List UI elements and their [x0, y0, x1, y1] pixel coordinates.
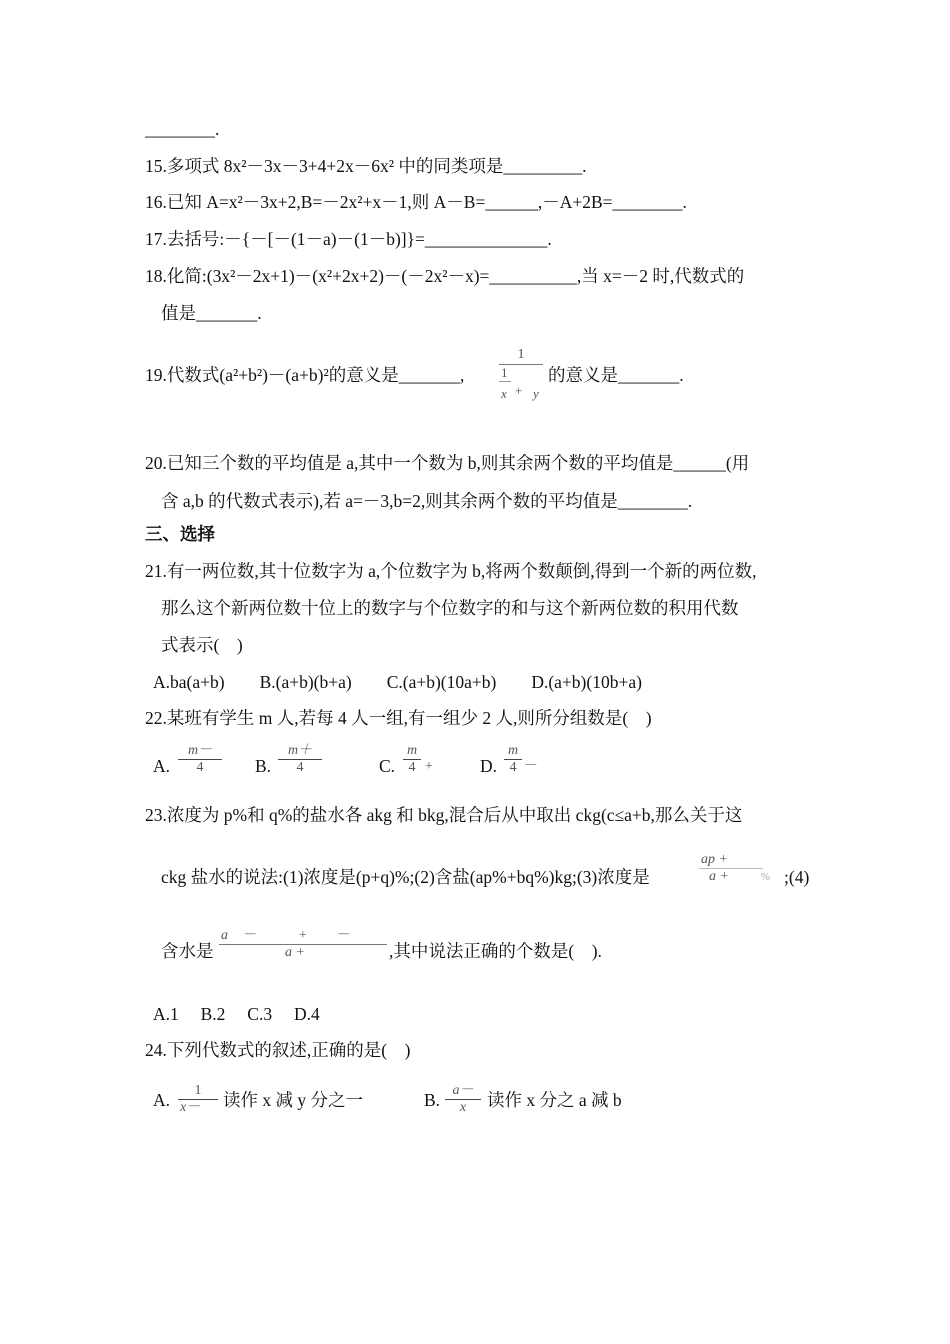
q23-line2-after: ;(4) — [784, 867, 810, 887]
question-21-line2: 那么这个新两位数十位上的数字与个位数字的和与这个新两位数的积用代数 — [161, 598, 739, 618]
q22-option-b-label: B. — [255, 756, 272, 776]
q22-d-num: m — [507, 743, 519, 758]
q19-inner-den-x: x — [501, 386, 507, 401]
question-23-line3 — [161, 928, 821, 976]
question-15: 15.多项式 8x²－3x－3+4+2x－6x² 中的同类项是_________. — [145, 156, 587, 176]
q23-line2-before: ckg 盐水的说法:(1)浓度是(p+q)%;(2)含盐(ap%+bq%)kg;(3)浓度是 — [161, 867, 650, 887]
q22-c-num: m — [406, 743, 418, 758]
q23-line3-before: 含水是 — [161, 941, 214, 961]
q24-option-a-label: A. — [153, 1090, 171, 1110]
q22-option-b-frac — [278, 743, 322, 776]
question-20-line2: 含 a,b 的代数式表示),若 a=－3,b=2,则其余两个数的平均值是________. — [161, 491, 693, 511]
q23-frac4-den: a + — [285, 945, 305, 960]
q24-option-a-frac — [178, 1083, 218, 1116]
q22-d-den: 4 — [509, 760, 517, 775]
question-21-options: A.ba(a+b) B.(a+b)(b+a) C.(a+b)(10a+b) D.(a+b)(10b+a) — [153, 672, 642, 692]
question-23-line1: 23.浓度为 p%和 q%的盐水各 akg 和 bkg,混合后从中取出 ckg(c≤a+b,那么关于这 — [145, 805, 743, 825]
q14-tail: ________. — [145, 119, 220, 139]
question-24: 24.下列代数式的叙述,正确的是( ) — [145, 1040, 411, 1060]
q22-c-den: 4 — [408, 760, 416, 775]
q22-option-d-frac — [504, 743, 522, 776]
question-21-line1: 21.有一两位数,其十位数字为 a,个位数字为 b,将两个数颠倒,得到一个新的两位数, — [145, 561, 757, 581]
q23-frac3-den: a + — [709, 869, 729, 884]
q22-option-a-label: A. — [153, 756, 171, 776]
q23-frac3-tail: % — [761, 871, 771, 883]
question-18-line1: 18.化简:(3x²－2x+1)－(x²+2x+2)－(－2x²－x)=__________,当 x=－2 时,代数式的 — [145, 266, 745, 286]
q23-line3-after: ,其中说法正确的个数是( ). — [389, 941, 602, 961]
q24-option-b-frac — [445, 1083, 481, 1116]
q19-text-after: 的意义是_______. — [548, 365, 684, 385]
q24-b-den: x — [459, 1100, 467, 1115]
q22-b-num: m＋ — [287, 743, 313, 758]
question-22-options — [153, 743, 753, 793]
q23-frac4 — [219, 928, 387, 961]
q22-option-d-label: D. — [480, 756, 498, 776]
q22-option-a-frac — [178, 743, 222, 776]
q23-frac3-num: ap + — [701, 852, 728, 867]
q22-a-den: 4 — [196, 760, 204, 775]
question-22: 22.某班有学生 m 人,若每 4 人一组,有一组少 2 人,则所分组数是( ) — [145, 708, 652, 728]
q22-c-tail: + — [425, 759, 433, 774]
question-17: 17.去括号:－{－[－(1－a)－(1－b)]}=______________. — [145, 229, 552, 249]
question-18-line2: 值是_______. — [161, 303, 262, 323]
q24-option-b-text: 读作 x 分之 a 减 b — [487, 1090, 622, 1110]
question-16: 16.已知 A=x²－3x+2,B=－2x²+x－1,则 A－B=______,－A+2B=________. — [145, 192, 687, 212]
q19-frac-num: 1 — [517, 347, 525, 362]
question-24-options — [153, 1083, 753, 1135]
q23-frac3 — [699, 852, 763, 885]
q22-d-tail: － — [524, 759, 538, 774]
q22-a-num: m－ — [187, 743, 213, 758]
q22-b-den: 4 — [296, 760, 304, 775]
q19-inner-plus: + — [515, 383, 523, 398]
question-23-line2 — [161, 852, 821, 900]
q22-option-c-frac — [403, 743, 421, 776]
q19-fraction — [499, 346, 543, 400]
q19-inner-num: 1 — [501, 365, 508, 380]
q24-b-num: a－ — [452, 1083, 474, 1098]
question-23-options: A.1 B.2 C.3 D.4 — [153, 1004, 320, 1024]
question-20-line1: 20.已知三个数的平均值是 a,其中一个数为 b,则其余两个数的平均值是______(用 — [145, 453, 750, 473]
section-3-heading: 三、选择 — [145, 524, 215, 544]
q24-a-num: 1 — [194, 1083, 202, 1098]
q22-option-c-label: C. — [379, 756, 396, 776]
q24-a-den: x－ — [180, 1100, 201, 1115]
q19-inner-den-y: y — [533, 386, 539, 401]
q24-option-a-text: 读作 x 减 y 分之一 — [223, 1090, 363, 1110]
question-21-line3: 式表示( ) — [161, 635, 243, 655]
q24-option-b-label: B. — [424, 1090, 441, 1110]
q23-frac4-num: a － + － — [221, 928, 350, 943]
q19-text-before: 19.代数式(a²+b²)－(a+b)²的意义是_______, — [145, 365, 465, 385]
